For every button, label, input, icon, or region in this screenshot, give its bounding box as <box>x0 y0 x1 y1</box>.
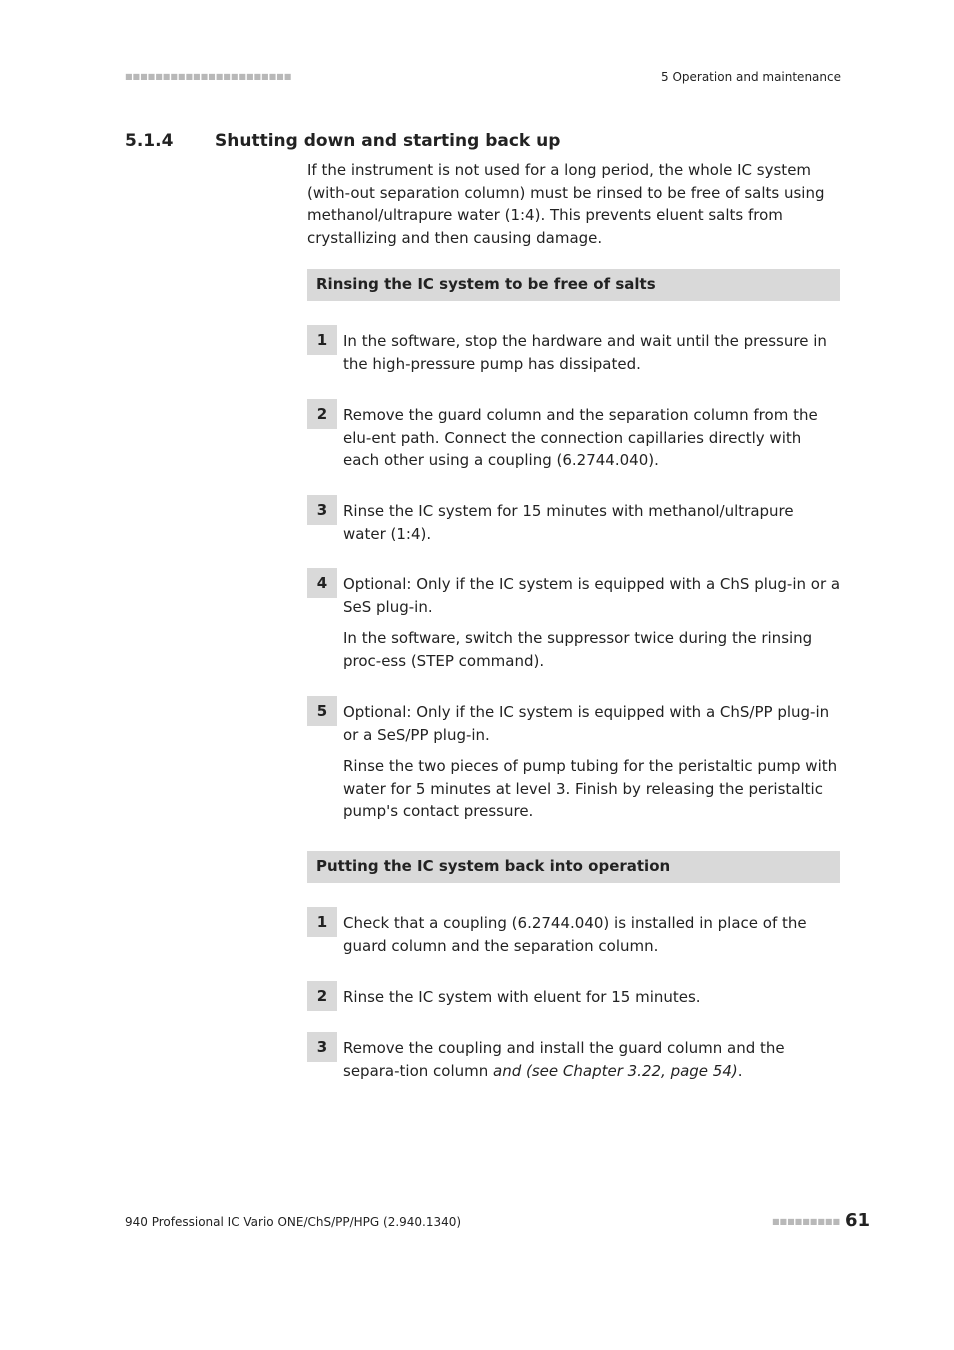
step-number: 3 <box>307 495 337 525</box>
step-text-detail: In the software, switch the suppressor twice during the rinsing proc-ess (STEP command). <box>343 629 813 670</box>
step-text: Remove the guard column and the separation column from the elu-ent path. Connect the connection capillaries directly with each other using a coupling (6.2744.040). <box>343 406 818 469</box>
step-number: 2 <box>307 399 337 429</box>
step-number: 1 <box>307 907 337 937</box>
step-text: Optional: Only if the IC system is equipped with a ChS plug-in or a SeS plug-in. <box>343 575 841 616</box>
header-decoration: ■■■■■■■■■■■■■■■■■■■■■■ <box>125 72 292 81</box>
section-title: Shutting down and starting back up <box>215 131 561 151</box>
step-text-detail: Rinse the two pieces of pump tubing for the peristaltic pump with water for 5 minutes at level 3. Finish by releasing the peristaltic pump's contact pressure. <box>343 757 838 820</box>
chapter-reference[interactable]: and (see Chapter 3.22, page 54) <box>493 1061 738 1080</box>
step-text: Rinse the IC system with eluent for 15 minutes. <box>343 988 701 1006</box>
step-text: Check that a coupling (6.2744.040) is installed in place of the guard column and the separation column. <box>343 914 807 955</box>
step-number: 2 <box>307 981 337 1011</box>
footer-product: 940 Professional IC Vario ONE/ChS/PP/HPG (2.940.1340) <box>125 1215 462 1229</box>
running-header-chapter: 5 Operation and maintenance <box>661 70 841 84</box>
step-number: 5 <box>307 696 337 726</box>
step-number: 3 <box>307 1032 337 1062</box>
step-number: 1 <box>307 325 337 355</box>
step-text: Optional: Only if the IC system is equipped with a ChS/PP plug-in or a SeS/PP plug-in. <box>343 703 830 744</box>
intro-paragraph: If the instrument is not used for a long period, the whole IC system (with-out separation column) must be rinsed to be free of salts using methanol/ultrapure water (1:4). This prevents eluent salts from crystallizing and then causing damage. <box>307 161 825 247</box>
step-number: 4 <box>307 568 337 598</box>
step-text: In the software, stop the hardware and wait until the pressure in the high-pressure pump has dissipated. <box>343 332 827 373</box>
section-number: 5.1.4 <box>125 131 174 151</box>
step-text-end: . <box>737 1061 743 1080</box>
step-text <box>343 1037 841 1082</box>
step-text-plain: Remove the coupling and install the guard column and the separa-tion column <box>343 1039 785 1080</box>
rinsing-heading: Rinsing the IC system to be free of salts <box>307 269 840 301</box>
step-text: Rinse the IC system for 15 minutes with methanol/ultrapure water (1:4). <box>343 502 794 543</box>
page-number: 61 <box>845 1210 871 1231</box>
restart-heading: Putting the IC system back into operation <box>307 851 840 883</box>
footer-decoration: ■■■■■■■■■ <box>772 1217 841 1226</box>
